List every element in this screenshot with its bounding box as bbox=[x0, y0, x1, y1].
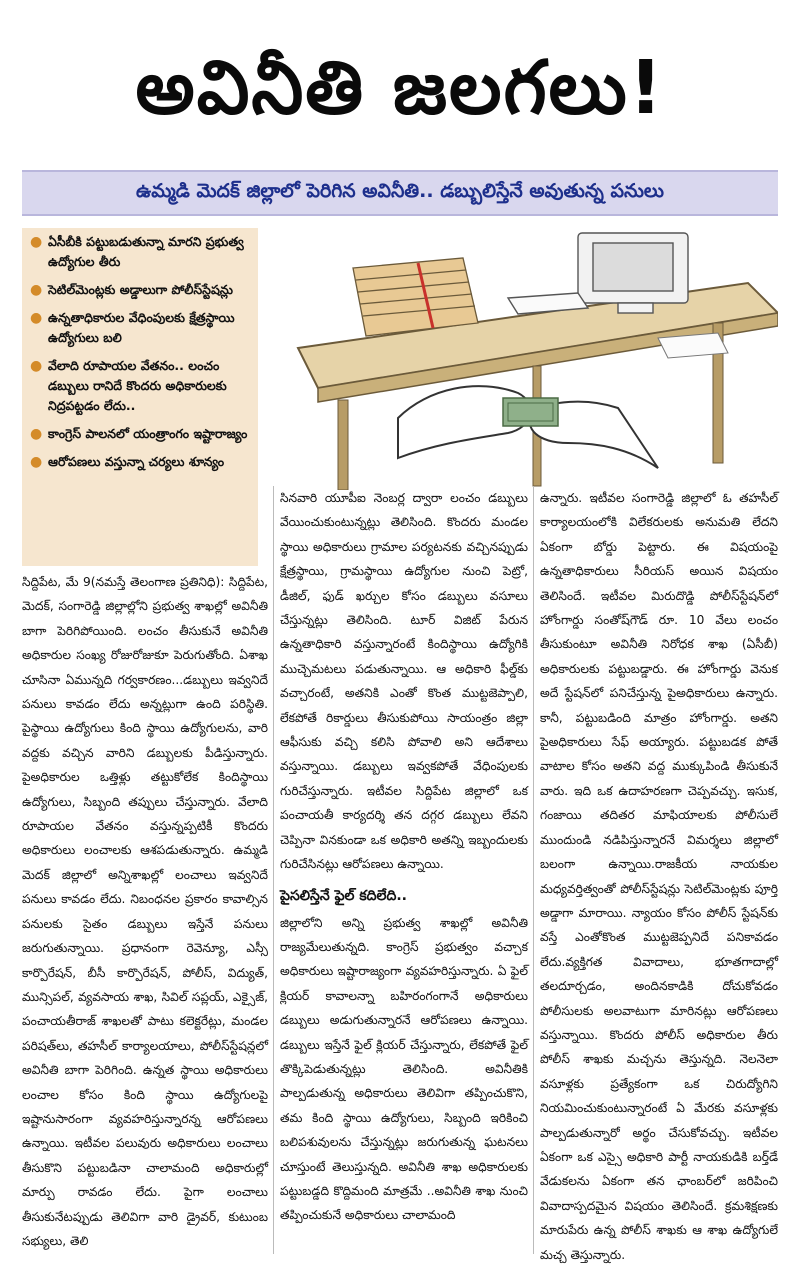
column-divider bbox=[533, 486, 534, 1254]
section-subheading: పైసలిస్తేనే ఫైల్ కదిలేది.. bbox=[280, 887, 407, 904]
article-column-3 bbox=[540, 486, 778, 1266]
headline: అవినీతి జలగలు! bbox=[135, 45, 665, 131]
article-paragraph: సిద్దిపేట, మే 9(నమస్తే తెలంగాణ ప్రతినిధి): సిద్దిపేట, మెదక్, సంగారెడ్డి జిల్లాల్లోని ప్రభుత్వ శాఖల్లో అవినీతి బాగా పెరిగిపోయింది. లంచం తీసుకునే అవినీతి అధికారుల సంఖ్య రోజురోజుకూ పెరుగుతోంది. ఏశాఖ చూసినా ఏమున్నది గర్వకారణం...డబ్బులు ఇవ్వనిదే పనులు కావడం లేదు అన్నట్లుగా ఉంది పరిస్థితి. పైస్థాయి ఉద్యోగులు కింది స్థాయి ఉద్యోగులను, వారి వద్దకు వచ్చిన వారిని డబ్బులకు పీడిస్తున్నారు. పైఅధికారుల ఒత్తిళ్లు తట్టుకోలేక కిందిస్థాయి ఉద్యోగులు, సిబ్బంది తప్పులు చేస్తున్నారు. వేలాది రూపాయల వేతనం వస్తున్నప్పటికీ కొందరు అధికారులు లంచాలకు ఆశపడుతున్నారు. ఉమ్మడి మెదక్ జిల్లాలో అన్నిశాఖల్లో లంచాలు ఇవ్వనిదే పనులు కావడం లేదు. నిబంధనల ప్రకారం కావాల్సిన పనులకు సైతం డబ్బులు ఇస్తేనే పనులు జరుగుతున్నాయి. ప్రధానంగా రెవెన్యూ, ఎస్సీ కార్పొరేషన్, బీసీ కార్పొరేషన్, పోలీస్, విద్యుత్, మున్సిపల్, వ్యవసాయ శాఖ, సివిల్ సప్లయ్, ఎక్సైజ్, పంచాయతీరాజ్ శాఖలతో పాటు కలెక్టరేట్లు, మండల పరిషత్‌లు, తహసీల్ కార్యాలయాలు, పోలీస్‌స్టేషన్లలో అవినీతి బాగా పెరిగింది. ఉన్నత స్థాయి అధికారులు లంచాల కోసం కింది స్థాయి ఉద్యోగులపై ఇష్టానుసారంగా వ్యవహరిస్తున్నారన్న ఆరోపణలు ఉన్నాయి. ఇటీవల పలువురు అధికారులు లంచాలు తీసుకొని పట్టుబడినా చాలామంది అధికారుల్లో మార్పు రావడం లేదు. పైగా లంచాలు తీసుకునేటప్పుడు తెలివిగా వారి డ్రైవర్, కుటుంబ సభ్యులు, తెలి bbox=[22, 575, 268, 1248]
highlight-text: సెటిల్‌మెంట్లకు అడ్డాలుగా పోలీస్‌స్టేషన్లు bbox=[48, 282, 233, 297]
highlight-text: ఏసీబీకి పట్టుబడుతున్నా మారని ప్రభుత్వ ఉద్యోగుల తీరు bbox=[48, 234, 244, 269]
highlight-text: వేలాది రూపాయల వేతనం.. లంచం డబ్బులు రానిదే కొందరు అధికారులకు నిద్రపట్టడం లేదు.. bbox=[48, 358, 227, 413]
subheadline: ఉమ్మడి మెదక్ జిల్లాలో పెరిగిన అవినీతి.. డబ్బులిస్తేనే అవుతున్న పనులు bbox=[136, 179, 664, 202]
highlight-item bbox=[30, 232, 252, 272]
highlight-item bbox=[30, 356, 252, 416]
article-paragraph: జిల్లాలోని అన్ని ప్రభుత్వ శాఖల్లో అవినీతి రాజ్యమేలుతున్నది. కాంగ్రెస్ ప్రభుత్వం వచ్చాక అధికారులు ఇష్టారాజ్యంగా వ్యవహరిస్తున్నారు. ఏ ఫైల్ క్లియర్ కావాలన్నా బహిరంగంగానే అధికారులు డబ్బులు అడుగుతున్నారనే ఆరోపణలు ఉన్నాయి. డబ్బులు ఇస్తేనే ఫైల్ క్లియర్ చేస్తున్నారు, లేకపోతే ఫైల్ తొక్కిపెడుతున్నట్లు తెలిసింది. అవినీతికి పాల్పడుతున్న అధికారులు తెలివిగా తప్పించుకొని, తమ కింది స్థాయి ఉద్యోగులు, సిబ్బంది ఇరికించి బలిపశువులను చేస్తున్నట్లు జరుగుతున్న ఘటనలు చూస్తుంటే తెలుస్తున్నది. అవినీతి శాఖ అధికారులకు పట్టుబడ్డది కొద్దిమంది మాత్రమే ..అవినీతి శాఖ నుంచి తప్పించుకునే అధికారులు చాలామంది bbox=[280, 915, 528, 1223]
bullet-icon: ● bbox=[30, 310, 43, 326]
bullet-icon: ● bbox=[30, 282, 43, 298]
column-divider bbox=[273, 486, 274, 1254]
article-column-1 bbox=[22, 570, 268, 1253]
highlight-text: ఉన్నతాధికారుల వేధింపులకు క్షేత్రస్థాయి ఉద్యోగులు బలి bbox=[48, 310, 235, 345]
bribe-illustration bbox=[278, 228, 778, 490]
article-paragraph: సినవారి యూపీఐ నెంబర్ల ద్వారా లంచం డబ్బులు వేయించుకుంటున్నట్లు తెలిసింది. కొందరు మండల స్థాయి అధికారులు గ్రామాల పర్యటనకు వచ్చినప్పుడు క్షేత్రస్థాయి, గ్రామస్థాయి ఉద్యోగుల నుంచి పెట్రో, డీజిల్, ఫుడ్ ఖర్చుల కోసం డబ్బులు వసూలు చేస్తున్నట్లు తెలిసింది. టూర్ విజిట్ పేరున ఉన్నతాధికారి వస్తున్నారంటే కిందిస్థాయి ఉద్యోగికి ముచ్చెమటలు పడుతున్నాయి. ఆ అధికారి ఫీల్డ్‌కు వచ్చారంటే, అతనికి ఎంతో కొంత ముట్టజెప్పాలి, లేకపోతే రికార్డులు తీసుకుపోయి సాయంత్రం జిల్లా ఆఫీసుకు వచ్చి కలిసి పోవాలి అని ఆదేశాలు వస్తున్నాయి. డబ్బులు ఇవ్వకపోతే వేధింపులకు గురిచేస్తున్నారు. ఇటీవల సిద్దిపేట జిల్లాలో ఒక పంచాయతీ కార్యదర్శి తన దగ్గర డబ్బులు లేవని చెప్పినా వినకుండా ఒక అధికారి అతన్ని ఇబ్బందులకు గురిచేసినట్లు ఆరోపణలు ఉన్నాయి. bbox=[280, 491, 528, 872]
money-under-table-illustration-icon bbox=[278, 228, 778, 490]
highlight-text: ఆరోపణలు వస్తున్నా చర్యలు శూన్యం bbox=[48, 454, 225, 469]
highlight-item bbox=[30, 308, 252, 348]
bullet-icon: ● bbox=[30, 234, 43, 250]
highlight-item bbox=[30, 280, 252, 300]
subheadline-bar bbox=[22, 170, 778, 216]
bullet-icon: ● bbox=[30, 426, 43, 442]
article-paragraph: ఉన్నారు. ఇటీవల సంగారెడ్డి జిల్లాలో ఓ తహసీల్ కార్యాలయంలోకి విలేకరులకు అనుమతి లేదని ఏకంగా బోర్డు పెట్టారు. ఈ విషయంపై ఉన్నతాధికారులు సీరియస్ అయిన విషయం తెలిసిందే. ఇటీవల మిరుదొడ్డి పోలీస్‌స్టేషన్‌లో హోంగార్డు సంతోష్‌గౌడ్ రూ. 10 వేలు లంచం తీసుకుంటూ అవినీతి నిరోధక శాఖ (ఏసీబీ) అధికారులకు పట్టుబడ్డారు. ఈ హోంగార్డు వెనుక అదే స్టేషన్‌లో పనిచేస్తున్న పైఅధికారులు ఉన్నారు. కానీ, పట్టుబడింది మాత్రం హోంగార్డు. అతని పైఅధికారులు సేఫ్ అయ్యారు. పట్టుబడక పోతే వాటాల కోసం అతని వద్ద ముక్కుపిండి తీసుకునే వారు. ఇది ఒక ఉదాహరణగా చెప్పవచ్చు. ఇసుక, గంజాయి తదితర మాఫియాలకు పోలీసులే ముందుండి నడిపిస్తున్నారనే విమర్శలు జిల్లాలో బలంగా ఉన్నాయి.రాజకీయ నాయకుల మధ్యవర్తిత్వంతో పోలీస్‌స్టేషన్లు సెటిల్‌మెంట్లకు పూర్తి అడ్డాగా మారాయి. న్యాయం కోసం పోలీస్ స్టేషన్‌కు వస్తే ఎంతోకొంత ముట్టజెప్పనిదే పనికావడం లేదు.వ్యక్తిగత వివాదాలు, భూతగాదాల్లో తలదూర్చడం, అందినకాడికి దోచుకోవడం పోలీసులకు అలవాటుగా మారినట్లు ఆరోపణలు వస్తున్నాయి. కొందరు పోలీస్ అధికారుల తీరు పోలీస్ శాఖకు మచ్చను తెస్తున్నది. నెలనెలా వసూళ్లకు ప్రత్యేకంగా ఒక చిరుద్యోగిని నియమించుకుంటున్నారంటే ఏ మేరకు వసూళ్లకు పాల్పడుతున్నారో అర్థం చేసుకోవచ్చు. ఇటీవల ఏకంగా ఒక ఎస్సై అధికారి పార్టీ నాయకుడికి బర్త్‌డే వేడుకలను ఏకంగా తన ఛాంబర్‌లో జరిపించి వివాదాస్పదమైన విషయం తెలిసిందే. క్రమశిక్షణకు మారుపేరు ఉన్న పోలీస్ శాఖకు ఆ శాఖ ఉద్యోగులే మచ్చ తెస్తున్నారు. bbox=[540, 491, 778, 1262]
highlight-text: కాంగ్రెస్ పాలనలో యంత్రాంగం ఇష్టారాజ్యం bbox=[48, 426, 248, 441]
article-column-2 bbox=[280, 486, 528, 1228]
bullet-icon: ● bbox=[30, 358, 43, 374]
highlight-item bbox=[30, 424, 252, 444]
highlights-box bbox=[22, 228, 258, 566]
highlight-item bbox=[30, 452, 252, 472]
bullet-icon: ● bbox=[30, 454, 43, 470]
